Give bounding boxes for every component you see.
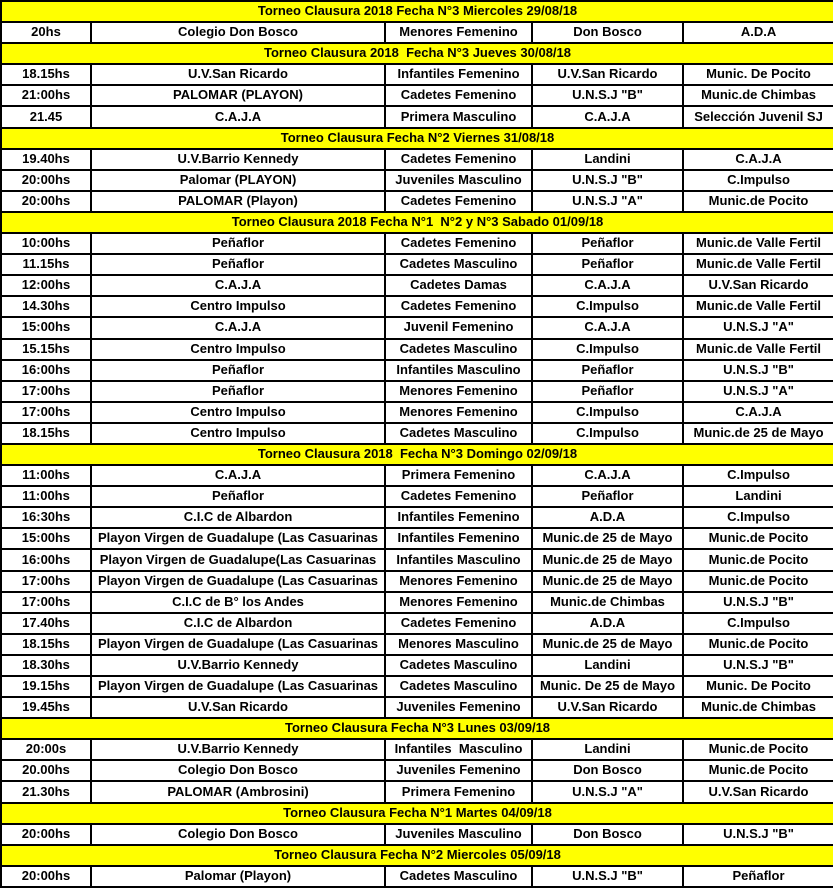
match-time: 19.45hs bbox=[1, 697, 91, 718]
match-time: 20:00s bbox=[1, 739, 91, 760]
section-header-row bbox=[1, 444, 833, 465]
match-category: Cadetes Femenino bbox=[385, 149, 532, 170]
match-category: Menores Femenino bbox=[385, 592, 532, 613]
match-venue: C.A.J.A bbox=[91, 275, 385, 296]
match-category: Menores Masculino bbox=[385, 634, 532, 655]
match-category: Primera Femenino bbox=[385, 465, 532, 486]
match-row bbox=[1, 739, 833, 760]
match-category: Cadetes Masculino bbox=[385, 676, 532, 697]
home-team: Peñaflor bbox=[532, 381, 683, 402]
away-team: Munic.de Pocito bbox=[683, 549, 833, 570]
match-row bbox=[1, 634, 833, 655]
home-team: Munic. De 25 de Mayo bbox=[532, 676, 683, 697]
match-venue: Palomar (PLAYON) bbox=[91, 170, 385, 191]
away-team: U.N.S.J "B" bbox=[683, 824, 833, 845]
match-row bbox=[1, 296, 833, 317]
match-row bbox=[1, 106, 833, 127]
home-team: C.A.J.A bbox=[532, 106, 683, 127]
match-time: 17.40hs bbox=[1, 613, 91, 634]
home-team: C.Impulso bbox=[532, 423, 683, 444]
section-header-row bbox=[1, 1, 833, 22]
match-time: 11:00hs bbox=[1, 465, 91, 486]
match-time: 20:00hs bbox=[1, 170, 91, 191]
match-time: 18.15hs bbox=[1, 64, 91, 85]
match-row bbox=[1, 22, 833, 43]
match-time: 19.15hs bbox=[1, 676, 91, 697]
match-category: Juveniles Masculino bbox=[385, 824, 532, 845]
match-category: Infantiles Femenino bbox=[385, 528, 532, 549]
away-team: Munic. De Pocito bbox=[683, 676, 833, 697]
away-team: C.Impulso bbox=[683, 170, 833, 191]
match-venue: Peñaflor bbox=[91, 360, 385, 381]
match-time: 18.15hs bbox=[1, 634, 91, 655]
match-category: Infantiles Masculino bbox=[385, 360, 532, 381]
match-category: Menores Femenino bbox=[385, 381, 532, 402]
away-team: U.V.San Ricardo bbox=[683, 781, 833, 802]
match-venue: C.A.J.A bbox=[91, 465, 385, 486]
match-venue: PALOMAR (Ambrosini) bbox=[91, 781, 385, 802]
home-team: Landini bbox=[532, 739, 683, 760]
match-venue: C.A.J.A bbox=[91, 317, 385, 338]
away-team: U.V.San Ricardo bbox=[683, 275, 833, 296]
away-team: Munic.de Pocito bbox=[683, 528, 833, 549]
away-team: Munic.de Valle Fertil bbox=[683, 233, 833, 254]
match-row bbox=[1, 613, 833, 634]
home-team: Peñaflor bbox=[532, 486, 683, 507]
home-team: C.Impulso bbox=[532, 402, 683, 423]
match-category: Juveniles Femenino bbox=[385, 697, 532, 718]
away-team: Munic.de Pocito bbox=[683, 739, 833, 760]
match-venue: U.V.Barrio Kennedy bbox=[91, 149, 385, 170]
home-team: U.N.S.J "B" bbox=[532, 170, 683, 191]
match-time: 15:00hs bbox=[1, 528, 91, 549]
section-header: Torneo Clausura 2018 Fecha N°3 Miercoles 29/08/18 bbox=[1, 1, 833, 22]
home-team: U.V.San Ricardo bbox=[532, 64, 683, 85]
match-row bbox=[1, 697, 833, 718]
match-venue: Colegio Don Bosco bbox=[91, 824, 385, 845]
match-category: Primera Femenino bbox=[385, 781, 532, 802]
match-venue: PALOMAR (Playon) bbox=[91, 191, 385, 212]
match-category: Cadetes Femenino bbox=[385, 233, 532, 254]
away-team: Munic.de Pocito bbox=[683, 571, 833, 592]
match-venue: Colegio Don Bosco bbox=[91, 22, 385, 43]
match-venue: Colegio Don Bosco bbox=[91, 760, 385, 781]
match-category: Cadetes Masculino bbox=[385, 655, 532, 676]
match-row bbox=[1, 317, 833, 338]
match-venue: U.V.San Ricardo bbox=[91, 697, 385, 718]
match-time: 20.00hs bbox=[1, 760, 91, 781]
away-team: U.N.S.J "B" bbox=[683, 592, 833, 613]
match-venue: Playon Virgen de Guadalupe (Las Casuarinas bbox=[91, 528, 385, 549]
away-team: Munic.de Pocito bbox=[683, 191, 833, 212]
match-category: Cadetes Masculino bbox=[385, 339, 532, 360]
match-time: 15.15hs bbox=[1, 339, 91, 360]
match-time: 11:00hs bbox=[1, 486, 91, 507]
match-venue: C.A.J.A bbox=[91, 106, 385, 127]
match-venue: Peñaflor bbox=[91, 254, 385, 275]
match-category: Cadetes Femenino bbox=[385, 486, 532, 507]
away-team: C.A.J.A bbox=[683, 149, 833, 170]
match-row bbox=[1, 655, 833, 676]
match-row bbox=[1, 760, 833, 781]
match-row bbox=[1, 64, 833, 85]
away-team: U.N.S.J "A" bbox=[683, 317, 833, 338]
match-category: Menores Femenino bbox=[385, 402, 532, 423]
match-category: Cadetes Masculino bbox=[385, 423, 532, 444]
section-header: Torneo Clausura Fecha N°2 Viernes 31/08/18 bbox=[1, 128, 833, 149]
home-team: A.D.A bbox=[532, 613, 683, 634]
match-time: 11.15hs bbox=[1, 254, 91, 275]
match-venue: Peñaflor bbox=[91, 486, 385, 507]
section-header: Torneo Clausura Fecha N°3 Lunes 03/09/18 bbox=[1, 718, 833, 739]
away-team: C.Impulso bbox=[683, 613, 833, 634]
away-team: Munic.de Pocito bbox=[683, 760, 833, 781]
match-row bbox=[1, 549, 833, 570]
home-team: C.A.J.A bbox=[532, 275, 683, 296]
match-row bbox=[1, 191, 833, 212]
match-category: Cadetes Femenino bbox=[385, 85, 532, 106]
match-category: Cadetes Damas bbox=[385, 275, 532, 296]
match-category: Cadetes Masculino bbox=[385, 866, 532, 887]
match-venue: Playon Virgen de Guadalupe(Las Casuarinas bbox=[91, 549, 385, 570]
home-team: Peñaflor bbox=[532, 233, 683, 254]
away-team: Munic.de Valle Fertil bbox=[683, 254, 833, 275]
match-time: 18.15hs bbox=[1, 423, 91, 444]
match-time: 15:00hs bbox=[1, 317, 91, 338]
away-team: Munic.de Valle Fertil bbox=[683, 339, 833, 360]
home-team: Munic.de Chimbas bbox=[532, 592, 683, 613]
match-category: Juveniles Femenino bbox=[385, 760, 532, 781]
home-team: U.N.S.J "A" bbox=[532, 191, 683, 212]
section-header: Torneo Clausura 2018 Fecha N°1 N°2 y N°3 Sabado 01/09/18 bbox=[1, 212, 833, 233]
section-header-row bbox=[1, 845, 833, 866]
home-team: C.Impulso bbox=[532, 296, 683, 317]
match-category: Infantiles Femenino bbox=[385, 507, 532, 528]
match-row bbox=[1, 507, 833, 528]
away-team: Munic.de Chimbas bbox=[683, 85, 833, 106]
home-team: Don Bosco bbox=[532, 760, 683, 781]
away-team: Selección Juvenil SJ bbox=[683, 106, 833, 127]
match-time: 21.30hs bbox=[1, 781, 91, 802]
home-team: U.V.San Ricardo bbox=[532, 697, 683, 718]
match-venue: C.I.C de Albardon bbox=[91, 613, 385, 634]
match-time: 17:00hs bbox=[1, 592, 91, 613]
match-category: Juveniles Masculino bbox=[385, 170, 532, 191]
match-row bbox=[1, 402, 833, 423]
match-time: 12:00hs bbox=[1, 275, 91, 296]
match-row bbox=[1, 360, 833, 381]
match-time: 21.45 bbox=[1, 106, 91, 127]
match-row bbox=[1, 866, 833, 887]
home-team: C.A.J.A bbox=[532, 317, 683, 338]
match-time: 18.30hs bbox=[1, 655, 91, 676]
match-row bbox=[1, 592, 833, 613]
home-team: Landini bbox=[532, 149, 683, 170]
away-team: U.N.S.J "B" bbox=[683, 360, 833, 381]
match-row bbox=[1, 571, 833, 592]
match-venue: C.I.C de Albardon bbox=[91, 507, 385, 528]
match-time: 20:00hs bbox=[1, 824, 91, 845]
match-venue: U.V.Barrio Kennedy bbox=[91, 655, 385, 676]
home-team: Peñaflor bbox=[532, 360, 683, 381]
section-header: Torneo Clausura Fecha N°2 Miercoles 05/09/18 bbox=[1, 845, 833, 866]
away-team: C.Impulso bbox=[683, 465, 833, 486]
match-category: Cadetes Femenino bbox=[385, 191, 532, 212]
away-team: Munic. De Pocito bbox=[683, 64, 833, 85]
away-team: Peñaflor bbox=[683, 866, 833, 887]
match-category: Juvenil Femenino bbox=[385, 317, 532, 338]
match-row bbox=[1, 676, 833, 697]
match-time: 16:00hs bbox=[1, 549, 91, 570]
match-category: Cadetes Femenino bbox=[385, 296, 532, 317]
away-team: U.N.S.J "A" bbox=[683, 381, 833, 402]
match-category: Menores Femenino bbox=[385, 571, 532, 592]
match-time: 19.40hs bbox=[1, 149, 91, 170]
match-time: 17:00hs bbox=[1, 381, 91, 402]
match-row bbox=[1, 149, 833, 170]
match-category: Primera Masculino bbox=[385, 106, 532, 127]
home-team: U.N.S.J "B" bbox=[532, 85, 683, 106]
match-time: 14.30hs bbox=[1, 296, 91, 317]
match-venue: Centro Impulso bbox=[91, 339, 385, 360]
section-header-row bbox=[1, 43, 833, 64]
match-venue: Palomar (Playon) bbox=[91, 866, 385, 887]
away-team: Munic.de Valle Fertil bbox=[683, 296, 833, 317]
match-time: 20:00hs bbox=[1, 866, 91, 887]
section-header-row bbox=[1, 803, 833, 824]
match-row bbox=[1, 486, 833, 507]
home-team: C.Impulso bbox=[532, 339, 683, 360]
section-header-row bbox=[1, 128, 833, 149]
match-time: 17:00hs bbox=[1, 571, 91, 592]
match-row bbox=[1, 233, 833, 254]
away-team: U.N.S.J "B" bbox=[683, 655, 833, 676]
home-team: A.D.A bbox=[532, 507, 683, 528]
match-category: Menores Femenino bbox=[385, 22, 532, 43]
match-row bbox=[1, 339, 833, 360]
match-venue: Playon Virgen de Guadalupe (Las Casuarinas bbox=[91, 571, 385, 592]
match-time: 20:00hs bbox=[1, 191, 91, 212]
match-venue: Peñaflor bbox=[91, 233, 385, 254]
match-time: 16:00hs bbox=[1, 360, 91, 381]
home-team: Munic.de 25 de Mayo bbox=[532, 571, 683, 592]
match-row bbox=[1, 465, 833, 486]
match-row bbox=[1, 275, 833, 296]
match-venue: Centro Impulso bbox=[91, 402, 385, 423]
match-row bbox=[1, 528, 833, 549]
away-team: C.A.J.A bbox=[683, 402, 833, 423]
match-venue: PALOMAR (PLAYON) bbox=[91, 85, 385, 106]
section-header: Torneo Clausura 2018 Fecha N°3 Domingo 02/09/18 bbox=[1, 444, 833, 465]
home-team: Munic.de 25 de Mayo bbox=[532, 549, 683, 570]
match-venue: Centro Impulso bbox=[91, 296, 385, 317]
match-venue: Playon Virgen de Guadalupe (Las Casuarinas bbox=[91, 634, 385, 655]
match-row bbox=[1, 824, 833, 845]
home-team: C.A.J.A bbox=[532, 465, 683, 486]
match-time: 16:30hs bbox=[1, 507, 91, 528]
match-venue: Centro Impulso bbox=[91, 423, 385, 444]
section-header: Torneo Clausura Fecha N°1 Martes 04/09/18 bbox=[1, 803, 833, 824]
home-team: U.N.S.J "B" bbox=[532, 866, 683, 887]
away-team: A.D.A bbox=[683, 22, 833, 43]
match-time: 17:00hs bbox=[1, 402, 91, 423]
home-team: Don Bosco bbox=[532, 824, 683, 845]
away-team: C.Impulso bbox=[683, 507, 833, 528]
away-team: Munic.de Pocito bbox=[683, 634, 833, 655]
match-venue: Playon Virgen de Guadalupe (Las Casuarinas bbox=[91, 676, 385, 697]
section-header: Torneo Clausura 2018 Fecha N°3 Jueves 30/08/18 bbox=[1, 43, 833, 64]
match-row bbox=[1, 381, 833, 402]
away-team: Landini bbox=[683, 486, 833, 507]
home-team: U.N.S.J "A" bbox=[532, 781, 683, 802]
match-row bbox=[1, 170, 833, 191]
match-row bbox=[1, 423, 833, 444]
match-category: Infantiles Masculino bbox=[385, 549, 532, 570]
match-venue: U.V.San Ricardo bbox=[91, 64, 385, 85]
match-row bbox=[1, 781, 833, 802]
away-team: Munic.de 25 de Mayo bbox=[683, 423, 833, 444]
section-header-row bbox=[1, 718, 833, 739]
match-category: Infantiles Masculino bbox=[385, 739, 532, 760]
match-category: Cadetes Femenino bbox=[385, 613, 532, 634]
match-time: 21:00hs bbox=[1, 85, 91, 106]
match-row bbox=[1, 85, 833, 106]
match-time: 20hs bbox=[1, 22, 91, 43]
home-team: Munic.de 25 de Mayo bbox=[532, 634, 683, 655]
match-category: Cadetes Masculino bbox=[385, 254, 532, 275]
home-team: Landini bbox=[532, 655, 683, 676]
match-row bbox=[1, 254, 833, 275]
match-venue: U.V.Barrio Kennedy bbox=[91, 739, 385, 760]
away-team: Munic.de Chimbas bbox=[683, 697, 833, 718]
home-team: Peñaflor bbox=[532, 254, 683, 275]
home-team: Don Bosco bbox=[532, 22, 683, 43]
match-time: 10:00hs bbox=[1, 233, 91, 254]
section-header-row bbox=[1, 212, 833, 233]
match-category: Infantiles Femenino bbox=[385, 64, 532, 85]
match-venue: Peñaflor bbox=[91, 381, 385, 402]
home-team: Munic.de 25 de Mayo bbox=[532, 528, 683, 549]
match-venue: C.I.C de B° los Andes bbox=[91, 592, 385, 613]
schedule-table-body bbox=[1, 1, 833, 887]
